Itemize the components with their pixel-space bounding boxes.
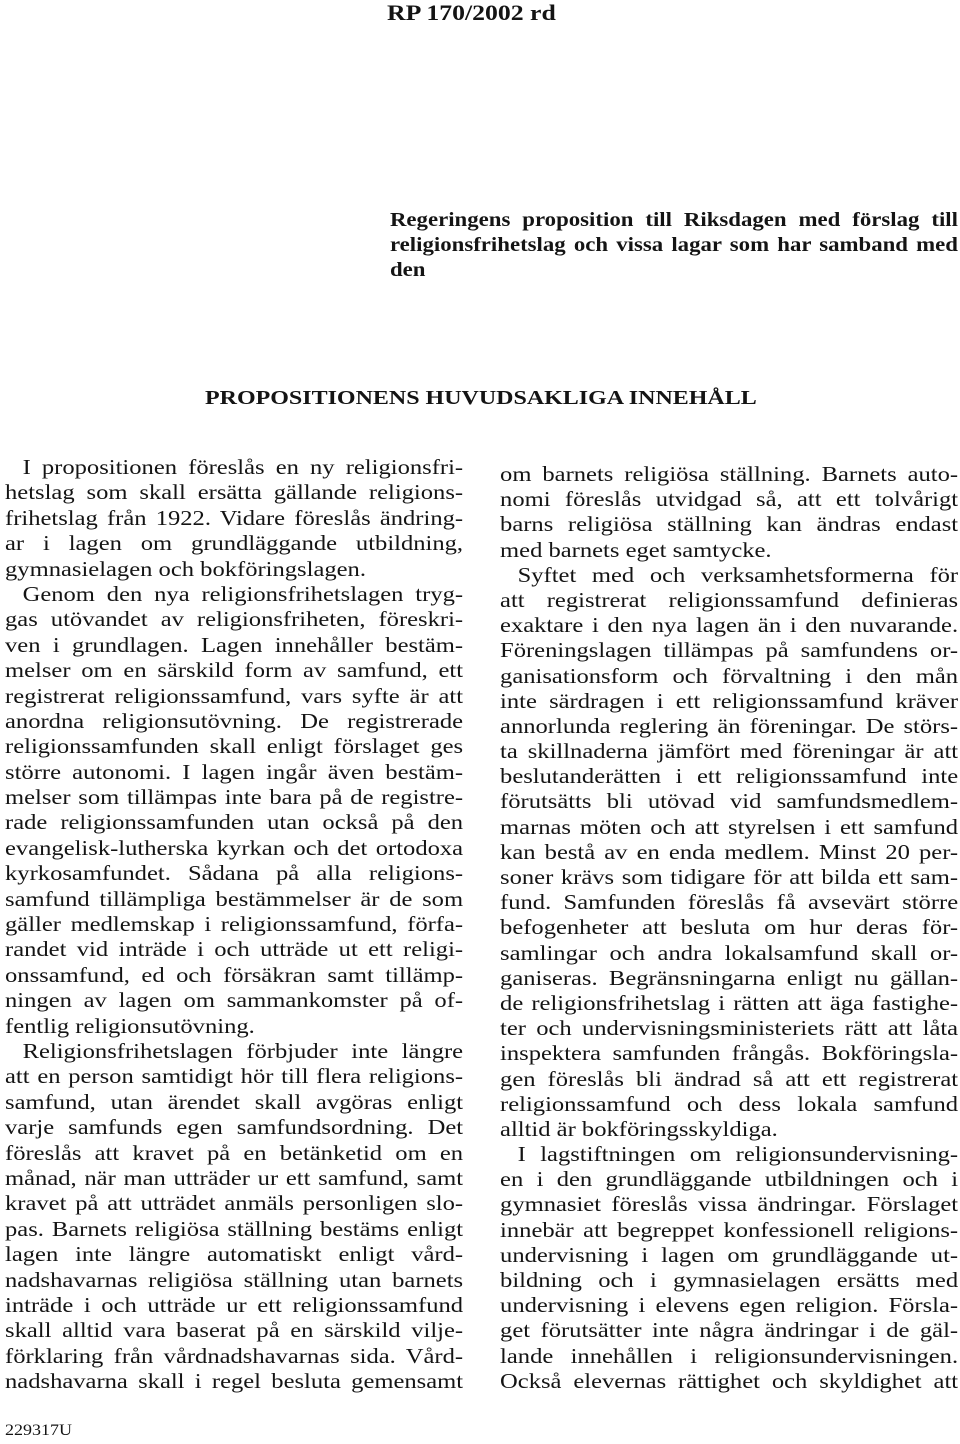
text-line: större autonomi. I lagen ingår även bestäm- xyxy=(5,759,464,784)
section-heading: PROPOSITIONENS HUVUDSAKLIGA INNEHÅLL xyxy=(204,386,757,409)
text-line: bildning och i gymnasielagen ersätts med xyxy=(500,1268,959,1292)
text-line: inspektera samfunden frångås. Bokföringsla- xyxy=(500,1041,959,1066)
text-line: gymnasiet föreslås vissa ändringar. Förslaget xyxy=(500,1192,959,1217)
text-line: ganisationsform och förvaltning i den mån xyxy=(500,663,959,688)
text-line: melser som tillämpas inte bara på de registre- xyxy=(5,785,464,810)
text-line: ter och undervisningsministeriets rätt att låta xyxy=(500,1016,959,1041)
text-line: kravet på att utträdet anmäls personligen slo- xyxy=(5,1191,464,1216)
text-line: beslutanderätten i ett religionssamfund inte xyxy=(500,764,959,789)
text-line: rade religionssamfunden utan också på den xyxy=(5,810,464,835)
text-line: fentlig religionsutövning. xyxy=(5,1013,255,1038)
text-line: samfund tillämpliga bestämmelser är de som xyxy=(5,886,464,911)
text-line: skall alltid vara baserat på en särskild vilje- xyxy=(5,1318,464,1343)
text-line: samlingar och andra lokalsamfund skall or- xyxy=(500,940,959,965)
title-line: den xyxy=(389,259,426,281)
text-line: en i den grundläggande utbildningen och i xyxy=(500,1167,959,1192)
text-line: befogenheter att besluta om hur deras för- xyxy=(500,915,959,940)
text-line: annorlunda reglering än föreningar. De störs- xyxy=(500,713,959,738)
text-line: ta skillnaderna jämfört med föreningar är att xyxy=(500,739,959,764)
text-line: gen föreslås bli ändrad så att ett registrerat xyxy=(500,1066,959,1091)
text-line: religionssamfunden skall enligt förslaget ges xyxy=(5,734,464,759)
document-number: RP 170/2002 rd xyxy=(387,0,556,25)
text-line: inträde i och utträde ur ett religionssamfund xyxy=(5,1292,464,1317)
text-line: samfund, utan ärendet skall avgöras enligt xyxy=(5,1089,464,1114)
text-line: lande innehållen i religionsundervisningen. xyxy=(500,1343,959,1368)
text-line: månad, när man utträder ur ett samfund, samt xyxy=(5,1165,464,1190)
text-line: Föreningslagen tillämpas på samfundens or- xyxy=(500,638,959,663)
right-column xyxy=(500,462,958,1394)
text-line: inte särdragen i ett religionssamfund kräver xyxy=(500,688,959,713)
text-line: pas. Barnets religiösa ställning bestäms enligt xyxy=(5,1216,464,1241)
text-line: varje samfunds egen samfundsordning. Det xyxy=(5,1115,464,1140)
text-line: randet vid inträde i och utträde ut ett religi- xyxy=(5,937,464,962)
text-line: melser om en särskild form av samfund, ett xyxy=(5,658,464,683)
text-line: förutsätts bli utövad vid samfundsmedlem- xyxy=(500,789,959,814)
text-line: religionssamfund och dess lokala samfund xyxy=(500,1091,959,1116)
text-line: innebär att begreppet konfessionell religions- xyxy=(500,1217,959,1242)
text-line: I propositionen föreslås en ny religionsfri- xyxy=(22,455,464,479)
text-line: undervisning i lagen om grundläggande ut- xyxy=(500,1242,959,1267)
text-line: Syftet med och verksamhetsformerna för xyxy=(517,562,959,587)
text-line: Religionsfrihetslagen förbjuder inte längre xyxy=(22,1038,464,1063)
title-line: religionsfrihetslag och vissa lagar som har samband med xyxy=(389,234,958,256)
text-line: kan bestå av en enda medlem. Minst 20 per- xyxy=(500,839,959,864)
text-line: nomi föreslås utvidgad så, att ett tolvårigt xyxy=(500,487,959,512)
text-line: undervisning i elevens egen religion. Försla- xyxy=(500,1293,959,1318)
text-line: frihetslag från 1922. Vidare föreslås ändring- xyxy=(5,505,464,530)
text-line: barns religiösa ställning kan ändras endast xyxy=(500,512,959,537)
text-line: ar i lagen om grundläggande utbildning, xyxy=(5,531,464,556)
text-line: nadshavarnas religiösa ställning utan barnets xyxy=(5,1267,464,1292)
text-line: alltid är bokföringsskyldiga. xyxy=(500,1116,778,1141)
text-line: förklaring från vårdnadshavarnas sida. Vård- xyxy=(5,1343,464,1368)
text-line: om barnets religiösa ställning. Barnets auto- xyxy=(500,462,959,486)
text-line: marnas möten och att styrelsen i ett samfund xyxy=(500,814,959,839)
text-line: ven i grundlagen. Lagen innehåller bestäm- xyxy=(5,632,464,657)
text-line: ganiseras. Begränsningarna enligt nu gällan- xyxy=(500,965,959,990)
text-line: de religionsfrihetslag i rätten att äga fastighe- xyxy=(500,990,959,1015)
text-line: gas utövandet av religionsfriheten, föreskri- xyxy=(5,607,464,632)
text-line: fund. Samfunden föreslås få avsevärt större xyxy=(500,890,959,915)
text-line: kyrkosamfundet. Sådana på alla religions- xyxy=(5,861,464,886)
text-line: hetslag som skall ersätta gällande religions- xyxy=(5,480,464,505)
left-column xyxy=(5,455,463,1394)
text-line: med barnets eget samtycke. xyxy=(500,537,772,562)
text-line: lagen inte längre automatiskt enligt vård- xyxy=(5,1242,464,1267)
proposition-title xyxy=(390,208,958,283)
text-line: att en person samtidigt hör till flera religions- xyxy=(5,1064,464,1089)
text-line: att registrerat religionssamfund definieras xyxy=(500,587,959,612)
text-line: soner krävs som tidigare för att bilda ett sam- xyxy=(500,865,959,889)
text-line: evangelisk-lutherska kyrkan och det ortodoxa xyxy=(5,835,464,860)
text-line: nadshavarna skall i regel besluta gemensamt xyxy=(5,1369,464,1394)
text-line: Genom den nya religionsfrihetslagen tryg- xyxy=(22,581,464,606)
print-code: 229317U xyxy=(5,1422,73,1439)
title-line: Regeringens proposition till Riksdagen med förslag till xyxy=(389,209,958,231)
text-line: onssamfund, ed och försäkran samt tillämp- xyxy=(5,962,464,987)
text-line: föreslås att kravet på en betänketid om en xyxy=(5,1140,464,1165)
text-line: I lagstiftningen om religionsundervisning- xyxy=(517,1142,959,1167)
text-line: Också elevernas rättighet och skyldighet att xyxy=(500,1368,959,1393)
text-line: registrerat religionssamfund, vars syfte är att xyxy=(5,683,464,708)
text-line: gäller medlemskap i religionssamfund, förfa- xyxy=(5,912,464,937)
text-line: ningen av lagen om sammankomster på of- xyxy=(5,988,464,1013)
text-line: get förutsätter inte några ändringar i de gäl- xyxy=(500,1318,959,1343)
text-line: anordna religionsutövning. De registrerade xyxy=(5,708,464,733)
text-line: exaktare i den nya lagen än i den nuvarande. xyxy=(500,613,959,638)
text-line: gymnasielagen och bokföringslagen. xyxy=(5,556,366,581)
